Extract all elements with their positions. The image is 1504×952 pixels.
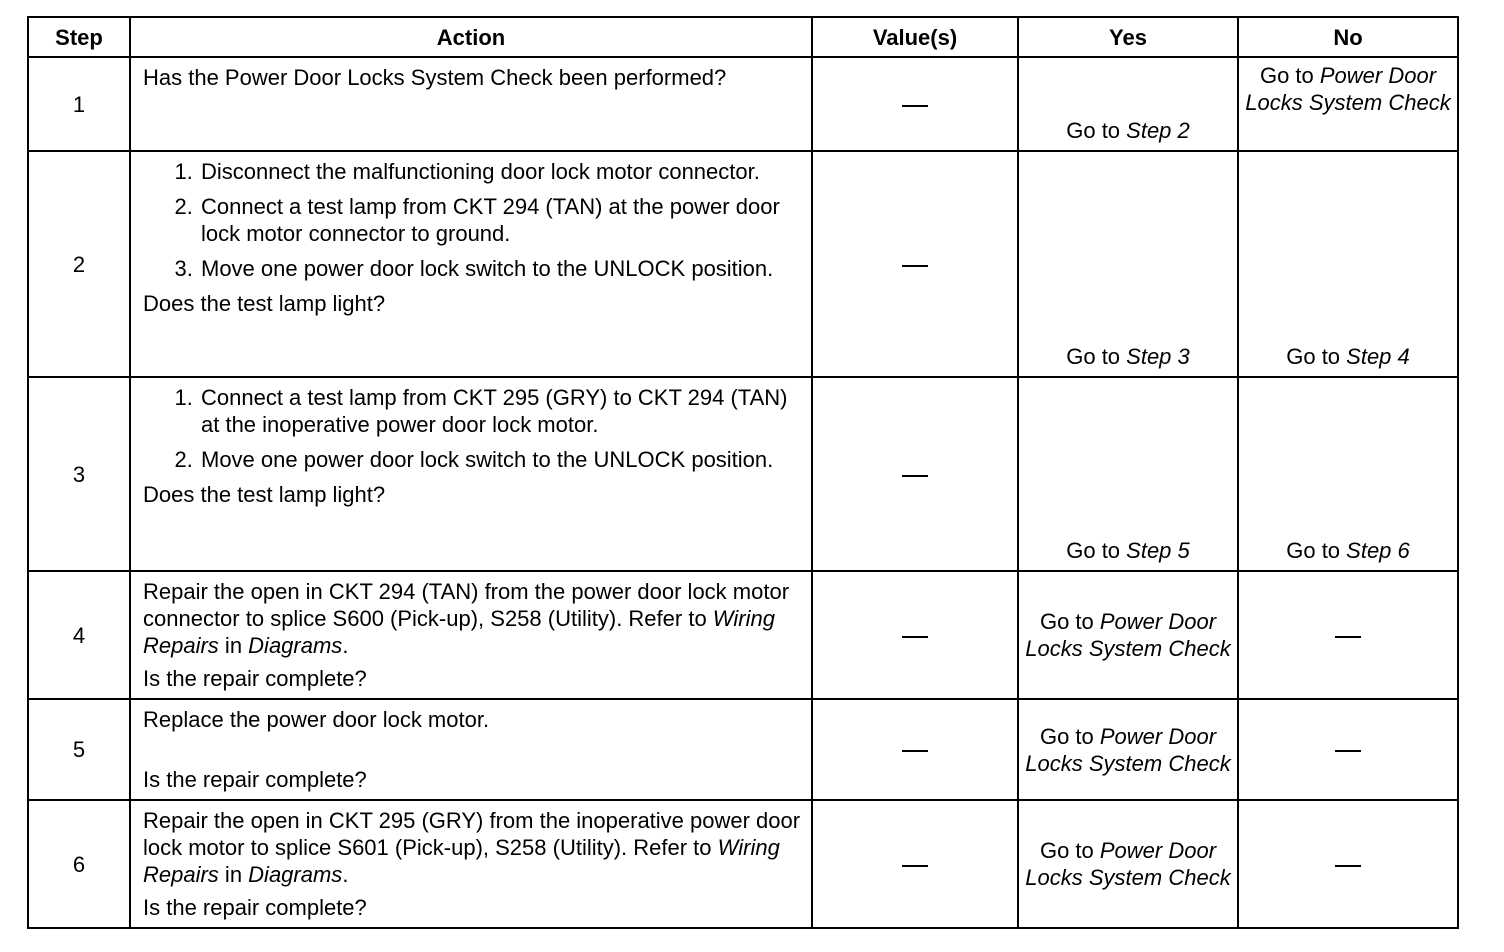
action-cell — [130, 800, 812, 928]
dash-mark — [902, 105, 928, 107]
yes-cell[interactable]: Go to Step 5 — [1018, 377, 1238, 571]
no-link[interactable]: Step 6 — [1346, 538, 1410, 563]
reference-link[interactable]: Wiring Repairs — [143, 835, 780, 887]
no-cell — [1238, 699, 1458, 800]
step-number: 5 — [28, 699, 130, 800]
table-row — [28, 57, 1458, 151]
table-row — [28, 699, 1458, 800]
action-text: Replace the power door lock motor. — [143, 707, 490, 732]
yes-cell[interactable]: Go to Step 2 — [1018, 57, 1238, 151]
reference-link[interactable]: Diagrams — [248, 633, 343, 658]
action-step-item: 2. Move one power door lock switch to the UNLOCK position. — [199, 446, 803, 473]
action-cell — [130, 151, 812, 377]
action-cell — [130, 699, 812, 800]
header-step: Step — [28, 17, 130, 57]
dash-mark — [902, 636, 928, 638]
yes-link[interactable]: Power Door Locks System Check — [1025, 838, 1231, 890]
reference-link[interactable]: Wiring Repairs — [143, 606, 775, 658]
header-no: No — [1238, 17, 1458, 57]
no-link[interactable]: Power Door Locks System Check — [1245, 63, 1451, 115]
dash-mark — [902, 265, 928, 267]
yes-cell[interactable]: Go to Power Door Locks System Check — [1018, 571, 1238, 699]
no-cell[interactable]: Go to Power Door Locks System Check — [1238, 57, 1458, 151]
no-cell — [1238, 800, 1458, 928]
action-steps — [143, 158, 803, 282]
step-number: 4 — [28, 571, 130, 699]
reference-link[interactable]: Diagrams — [248, 862, 343, 887]
action-step-item: 3. Move one power door lock switch to the UNLOCK position. — [199, 255, 803, 282]
dash-mark — [1335, 750, 1361, 752]
action-cell — [130, 377, 812, 571]
value-cell — [812, 571, 1018, 699]
yes-cell[interactable]: Go to Power Door Locks System Check — [1018, 699, 1238, 800]
header-yes: Yes — [1018, 17, 1238, 57]
dash-mark — [902, 865, 928, 867]
value-cell — [812, 57, 1018, 151]
step-number: 3 — [28, 377, 130, 571]
action-step-item: 1. Connect a test lamp from CKT 295 (GRY) to CKT 294 (TAN) at the inoperative power door lock motor. — [199, 384, 803, 438]
action-step-item: 1. Disconnect the malfunctioning door lock motor connector. — [199, 158, 803, 185]
no-cell — [1238, 571, 1458, 699]
action-question: Does the test lamp light? — [143, 482, 386, 507]
action-step-item: 2. Connect a test lamp from CKT 294 (TAN) at the power door lock motor connector to ground. — [199, 193, 803, 247]
table-row — [28, 151, 1458, 377]
action-text: Repair the open in CKT 295 (GRY) from the inoperative power door lock motor to splice S601 (Pick-up), S258 (Utility). Refer to Wiring Repairs in Diagrams. — [143, 808, 801, 887]
yes-link[interactable]: Power Door Locks System Check — [1025, 723, 1231, 776]
no-cell[interactable]: Go to Step 6 — [1238, 377, 1458, 571]
no-cell[interactable]: Go to Step 4 — [1238, 151, 1458, 377]
yes-link[interactable]: Step 2 — [1126, 118, 1190, 143]
diagnostic-table — [27, 16, 1459, 929]
value-cell — [812, 699, 1018, 800]
yes-link[interactable]: Step 3 — [1126, 344, 1190, 369]
action-text: Has the Power Door Locks System Check been performed? — [143, 65, 727, 90]
table-row — [28, 377, 1458, 571]
dash-mark — [902, 750, 928, 752]
action-question: Is the repair complete? — [143, 666, 367, 691]
header-row — [28, 17, 1458, 57]
dash-mark — [902, 475, 928, 477]
action-text: Repair the open in CKT 294 (TAN) from the power door lock motor connector to splice S600 (Pick-up), S258 (Utility). Refer to Wiring Repairs in Diagrams. — [143, 579, 790, 658]
dash-mark — [1335, 636, 1361, 638]
yes-link[interactable]: Step 5 — [1126, 538, 1190, 563]
table-row — [28, 571, 1458, 699]
action-question: Is the repair complete? — [143, 767, 367, 792]
yes-cell[interactable]: Go to Power Door Locks System Check — [1018, 800, 1238, 928]
yes-cell[interactable]: Go to Step 3 — [1018, 151, 1238, 377]
action-cell — [130, 57, 812, 151]
dash-mark — [1335, 865, 1361, 867]
step-number: 1 — [28, 57, 130, 151]
value-cell — [812, 377, 1018, 571]
action-cell — [130, 571, 812, 699]
value-cell — [812, 800, 1018, 928]
action-steps — [143, 384, 803, 473]
value-cell — [812, 151, 1018, 377]
action-question: Does the test lamp light? — [143, 291, 386, 316]
table-row — [28, 800, 1458, 928]
step-number: 6 — [28, 800, 130, 928]
header-values: Value(s) — [812, 17, 1018, 57]
no-link[interactable]: Step 4 — [1346, 344, 1410, 369]
header-action: Action — [130, 17, 812, 57]
yes-link[interactable]: Power Door Locks System Check — [1025, 609, 1231, 661]
step-number: 2 — [28, 151, 130, 377]
action-question: Is the repair complete? — [143, 895, 367, 920]
